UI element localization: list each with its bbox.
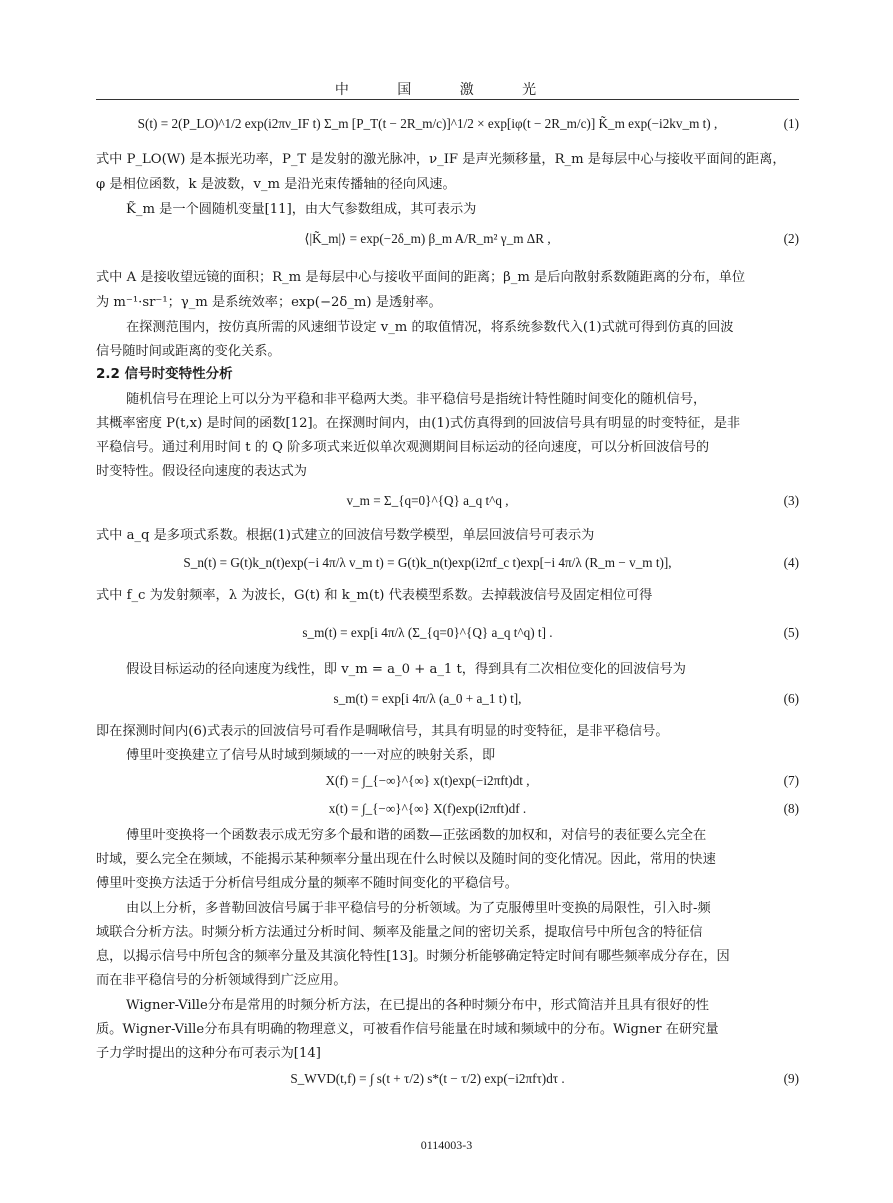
text-line: φ 是相位函数，k 是波数，v_m 是沿光束传播轴的径向风速。 (96, 177, 456, 192)
running-header: 中 国 激 光 (334, 82, 559, 98)
equation-3-body: v_m = Σ_{q=0}^{Q} a_q t^q , (346, 493, 509, 508)
text-line: 质。Wigner-Ville分布具有明确的物理意义，可被看作信号能量在时域和频域中的分布。Wigner 在研究量 (96, 1022, 719, 1037)
text-line: 为 m⁻¹·sr⁻¹；γ_m 是系统效率；exp(−2δ_m) 是透射率。 (96, 295, 442, 310)
text-line: 在探测范围内，按仿真所需的风速细节设定 v_m 的取值情况，将系统参数代入(1)式就可得到仿真的回波 (126, 320, 734, 335)
text-line: 假设目标运动的径向速度为线性，即 v_m = a_0 + a_1 t，得到具有二次相位变化的回波信号为 (126, 662, 686, 677)
equation-5-body: s_m(t) = exp[i 4π/λ (Σ_{q=0}^{Q} a_q t^q) t] . (302, 625, 553, 640)
equation-4-number: (4) (783, 555, 799, 570)
text-line: 其概率密度 P(t,x) 是时间的函数[12]。在探测时间内，由(1)式仿真得到的回波信号具有明显的时变特征，是非 (96, 416, 741, 431)
header-rule (96, 99, 799, 100)
text-line: 式中 f_c 为发射频率，λ 为波长，G(t) 和 k_m(t) 代表模型系数。去掉载波信号及固定相位可得 (96, 588, 653, 603)
equation-7-body: X(f) = ∫_{−∞}^{∞} x(t)exp(−i2πft)dt , (325, 773, 530, 788)
text-line: 时域，要么完全在频域，不能揭示某种频率分量出现在什么时候以及随时间的变化情况。因此，常用的快速 (96, 852, 716, 867)
equation-8-number: (8) (783, 801, 799, 816)
equation-7-number: (7) (783, 773, 799, 788)
text-line: 子力学时提出的这种分布可表示为[14] (96, 1046, 321, 1061)
equation-1-body: S(t) = 2(P_LO)^1/2 exp(i2πν_IF t) Σ_m [P_T(t − 2R_m/c)]^1/2 × exp[iφ(t − 2R_m/c)] K̃_m exp(−i2kv_m t) , (137, 116, 718, 131)
equation-5-number: (5) (783, 625, 799, 640)
text-line: 而在非平稳信号的分析领域得到广泛应用。 (96, 973, 347, 988)
text-line: 平稳信号。通过利用时间 t 的 Q 阶多项式来近似单次观测期间目标运动的径向速度，可以分析回波信号的 (96, 440, 710, 455)
text-line: 即在探测时间内(6)式表示的回波信号可看作是啁啾信号，其具有明显的时变特征，是非平稳信号。 (96, 724, 669, 739)
text-line: 式中 P_LO(W) 是本振光功率，P_T 是发射的激光脉冲，ν_IF 是声光频移量，R_m 是每层中心与接收平面间的距离， (96, 152, 786, 167)
equation-1-number: (1) (783, 116, 799, 131)
text-line: 时变特性。假设径向速度的表达式为 (96, 464, 307, 479)
equation-9-number: (9) (783, 1071, 799, 1086)
text-line: 随机信号在理论上可以分为平稳和非平稳两大类。非平稳信号是指统计特性随时间变化的随机信号， (126, 392, 707, 407)
equation-2-number: (2) (783, 231, 799, 246)
equation-9-body: S_WVD(t,f) = ∫ s(t + τ/2) s*(t − τ/2) exp(−i2πfτ)dτ . (290, 1071, 565, 1086)
text-line: 式中 A 是接收望远镜的面积；R_m 是每层中心与接收平面间的距离；β_m 是后向散射系数随距离的分布，单位 (96, 270, 746, 285)
equation-3-number: (3) (783, 493, 799, 508)
text-line: K̃_m 是一个圆随机变量[11]，由大气参数组成，其可表示为 (126, 202, 477, 217)
text-line: 傅里叶变换将一个函数表示成无穷多个最和谐的函数—正弦函数的加权和，对信号的表征要么完全在 (126, 828, 707, 843)
text-line: 由以上分析，多普勒回波信号属于非平稳信号的分析领域。为了克服傅里叶变换的局限性，引入时-频 (126, 901, 711, 916)
text-line: Wigner-Ville分布是常用的时频分析方法，在已提出的各种时频分布中，形式简洁并且具有很好的性 (126, 998, 709, 1013)
text-line: 傅里叶变换方法适于分析信号组成分量的频率不随时间变化的平稳信号。 (96, 876, 518, 891)
page-number: 0114003-3 (420, 1138, 473, 1152)
equation-4-body: S_n(t) = G(t)k_n(t)exp(−i 4π/λ v_m t) = G(t)k_n(t)exp(i2πf_c t)exp[−i 4π/λ (R_m − v_m t)], (183, 555, 672, 570)
section-title: 2.2 信号时变特性分析 (96, 366, 233, 382)
equation-6-body: s_m(t) = exp[i 4π/λ (a_0 + a_1 t) t], (333, 691, 522, 706)
text-line: 信号随时间或距离的变化关系。 (96, 344, 281, 359)
text-line: 式中 a_q 是多项式系数。根据(1)式建立的回波信号数学模型，单层回波信号可表示为 (96, 528, 595, 543)
equation-8-body: x(t) = ∫_{−∞}^{∞} X(f)exp(i2πft)df . (328, 801, 527, 816)
equation-6-number: (6) (783, 691, 799, 706)
text-line: 息，以揭示信号中所包含的频率分量及其演化特性[13]。时频分析能够确定特定时间有哪些频率成分存在，因 (96, 949, 730, 964)
text-line: 傅里叶变换建立了信号从时域到频域的一一对应的映射关系，即 (126, 748, 496, 763)
equation-2-body: ⟨|K̃_m|⟩ = exp(−2δ_m) β_m A/R_m² γ_m ΔR , (304, 231, 551, 246)
text-line: 域联合分析方法。时频分析方法通过分析时间、频率及能量之间的密切关系，提取信号中所包含的特征信 (96, 925, 703, 940)
